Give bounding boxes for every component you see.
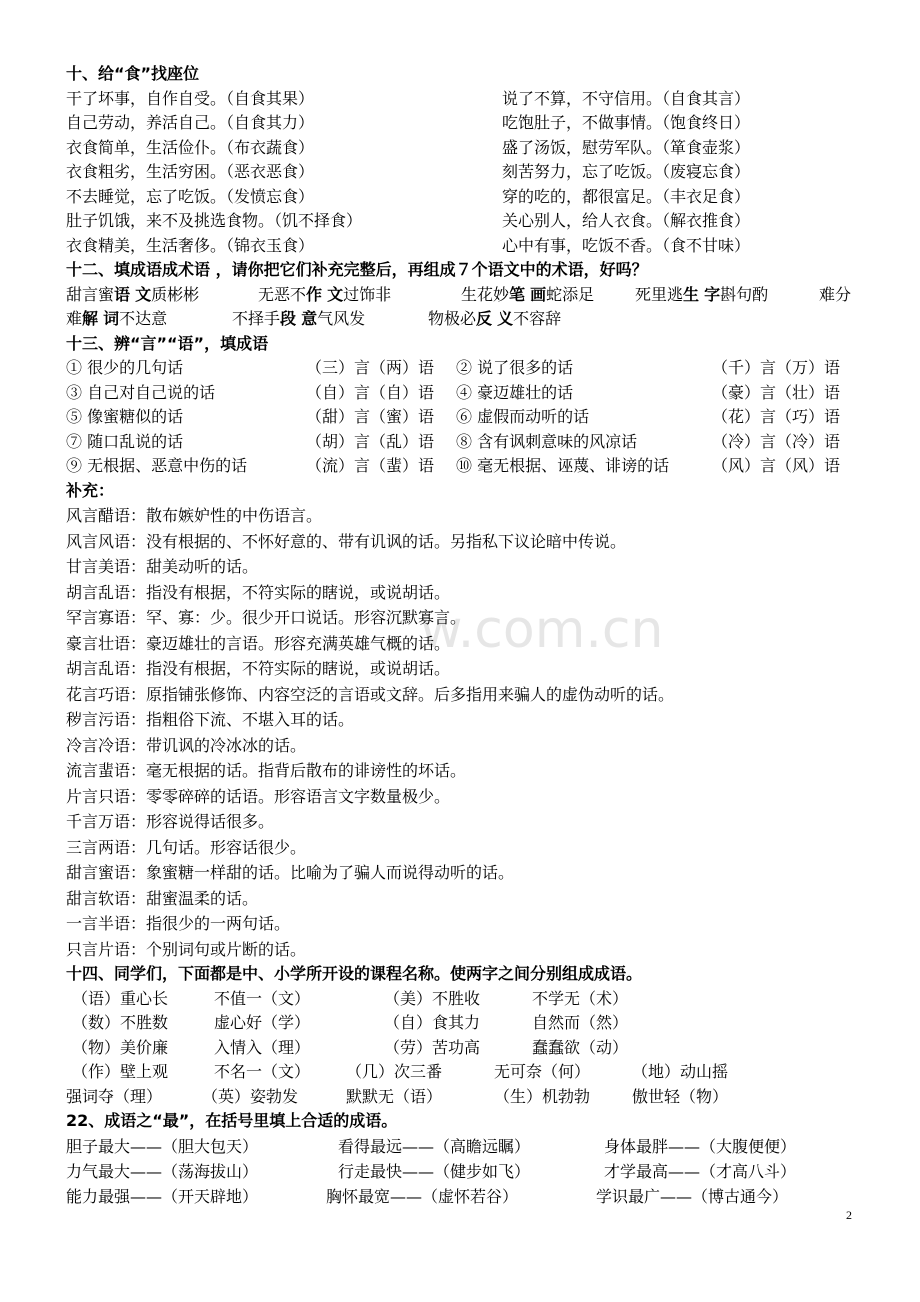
list-item: 衣食简单，生活俭仆。（布衣蔬食） 盛了汤饭，慰劳军队。（箪食壶浆）	[66, 137, 751, 157]
list-item: 干了坏事，自作自受。（自食其果） 说了不算，不守信用。（自食其言）	[66, 88, 751, 108]
section-14-title: 十四、同学们，下面都是中、小学所开设的课程名称。使两字之间分别组成成语。	[66, 964, 643, 983]
page-number: 2	[846, 1208, 852, 1222]
list-item: （物）美价廉 入情入（理） （劳）苦功高 蠢蠢欲（动）	[72, 1037, 629, 1057]
list-item: 自己劳动，养活自己。（自食其力） 吃饱肚子，不做事情。（饱食终日）	[66, 113, 751, 132]
section-10-rows	[66, 87, 858, 259]
definition-item: 甜言软语：甜蜜温柔的话。	[66, 888, 259, 908]
term-group: 难分	[819, 284, 852, 304]
list-item: ① 很少的几句话 （三）言（两）语 ② 说了很多的话 （千）言（万）语	[66, 358, 841, 377]
list-item: （数）不胜数 虚心好（学） （自）食其力 自然而（然）	[72, 1013, 629, 1032]
definition-item: 甘言美语：甜美动听的话。	[66, 557, 259, 576]
list-item: 力气最大——（荡海拔山） 行走最快——（健步如飞） 才学最高——（才高八斗）	[66, 1161, 797, 1181]
list-item: 胆子最大——（胆大包天） 看得最远——（高瞻远瞩） 身体最胖——（大腹便便）	[66, 1136, 797, 1156]
watermark: w.com.cn	[420, 600, 664, 660]
document-page	[66, 62, 858, 1209]
definition-item: 流言蜚语：毫无根据的话。指背后散布的诽谤性的坏话。	[66, 761, 467, 780]
definition-item: 一言半语：指很少的一两句话。	[66, 914, 291, 933]
definition-item: 花言巧语：原指铺张修饰、内容空泛的言语或文辞。后多指用来骗人的虚伪动听的话。	[66, 684, 675, 704]
definition-item: 只言片语：个别词句或片断的话。	[66, 939, 307, 959]
definition-item: 三言两语：几句话。形容话很少。	[66, 837, 307, 857]
section-13-title: 十三、辨“言”“语”，填成语	[66, 333, 269, 353]
list-item: ⑦ 随口乱说的话 （胡）言（乱）语 ⑧ 含有讽刺意味的风凉话 （冷）言（冷）语	[66, 431, 841, 451]
list-item: ⑤ 像蜜糖似的话 （甜）言（蜜）语 ⑥ 虚假而动听的话 （花）言（巧）语	[66, 407, 841, 426]
section-12-line-2	[66, 307, 858, 332]
definition-item: 风言风语：没有根据的、不怀好意的、带有讥讽的话。另指私下议论暗中传说。	[66, 531, 627, 551]
definition-item: 千言万语：形容说得话很多。	[66, 812, 275, 831]
list-item: 衣食粗劣，生活穷困。（恶衣恶食） 刻苦努力，忘了吃饭。（废寝忘食）	[66, 162, 751, 181]
list-item: （作）壁上观 不名一（文） （几）次三番 无可奈（何） （地）动山摇	[72, 1062, 729, 1081]
definition-item: 秽言污语：指粗俗下流、不堪入耳的话。	[66, 710, 355, 729]
definition-item: 豪言壮语：豪迈雄壮的言语。形容充满英雄气概的话。	[66, 633, 451, 653]
definition-item: 冷言冷语：带讥讽的冷冰冰的话。	[66, 735, 307, 755]
list-item: 肚子饥饿，来不及挑选食物。（饥不择食） 关心别人，给人衣食。（解衣推食）	[66, 211, 751, 230]
section-22-title: 22、成语之“最”，在括号里填上合适的成语。	[66, 1111, 398, 1130]
list-item: 不去睡觉，忘了吃饭。（发愤忘食） 穿的吃的，都很富足。（丰衣足食）	[66, 186, 751, 206]
list-item: ③ 自己对自己说的话 （自）言（自）语 ④ 豪迈雄壮的话 （豪）言（壮）语	[66, 382, 841, 402]
definition-item: 片言只语：零零碎碎的话语。形容语言文字数量极少。	[66, 786, 451, 806]
term-group: 甜言蜜语 文质彬彬	[66, 284, 200, 304]
supplement-title: 补充：	[66, 480, 115, 500]
term-group: 难解 词不达意	[66, 309, 168, 328]
term-group: 不择手段 意气风发	[232, 309, 366, 328]
section-12-title: 十二、填成语成术语 ，请你把它们补充完整后，再组成７个语文中的术语，好吗？	[66, 260, 648, 279]
list-item: 衣食精美，生活奢侈。（锦衣玉食） 心中有事，吃饭不香。（食不甘味）	[66, 235, 751, 255]
definition-item: 胡言乱语：指没有根据，不符实际的瞎说，或说胡话。	[66, 582, 451, 602]
definition-item: 风言醋语：散布嫉妒性的中伤语言。	[66, 506, 323, 525]
term-group: 物极必反 义不容辞	[428, 309, 562, 328]
list-item: 强词夺（理） （英）姿勃发 默默无（语） （生）机勃勃 傲世轻（物）	[66, 1086, 729, 1106]
definition-item: 胡言乱语：指没有根据，不符实际的瞎说，或说胡话。	[66, 659, 451, 678]
term-group: 无恶不作 文过饰非	[258, 284, 392, 304]
definition-item: 罕言寡语：罕、寡：少。很少开口说话。形容沉默寡言。	[66, 608, 467, 627]
list-item: ⑨ 无根据、恶意中伤的话 （流）言（蜚）语 ⑩ 毫无根据、诬蔑、诽谤的话 （风）言（风）语	[66, 456, 841, 475]
list-item: 能力最强——（开天辟地） 胸怀最宽——（虚怀若谷） 学识最广——（博古通今）	[66, 1186, 789, 1206]
definition-item: 甜言蜜语：象蜜糖一样甜的话。比喻为了骗人而说得动听的话。	[66, 863, 515, 882]
section-10-title: 十、给“食”找座位	[66, 64, 200, 83]
term-group: 生花妙笔 画蛇添足	[461, 284, 595, 304]
section-12-line-1	[66, 283, 858, 308]
list-item: （语）重心长 不值一（文） （美）不胜收 不学无（术）	[72, 988, 629, 1008]
term-group: 死里逃生 字斟句酌	[635, 284, 769, 304]
